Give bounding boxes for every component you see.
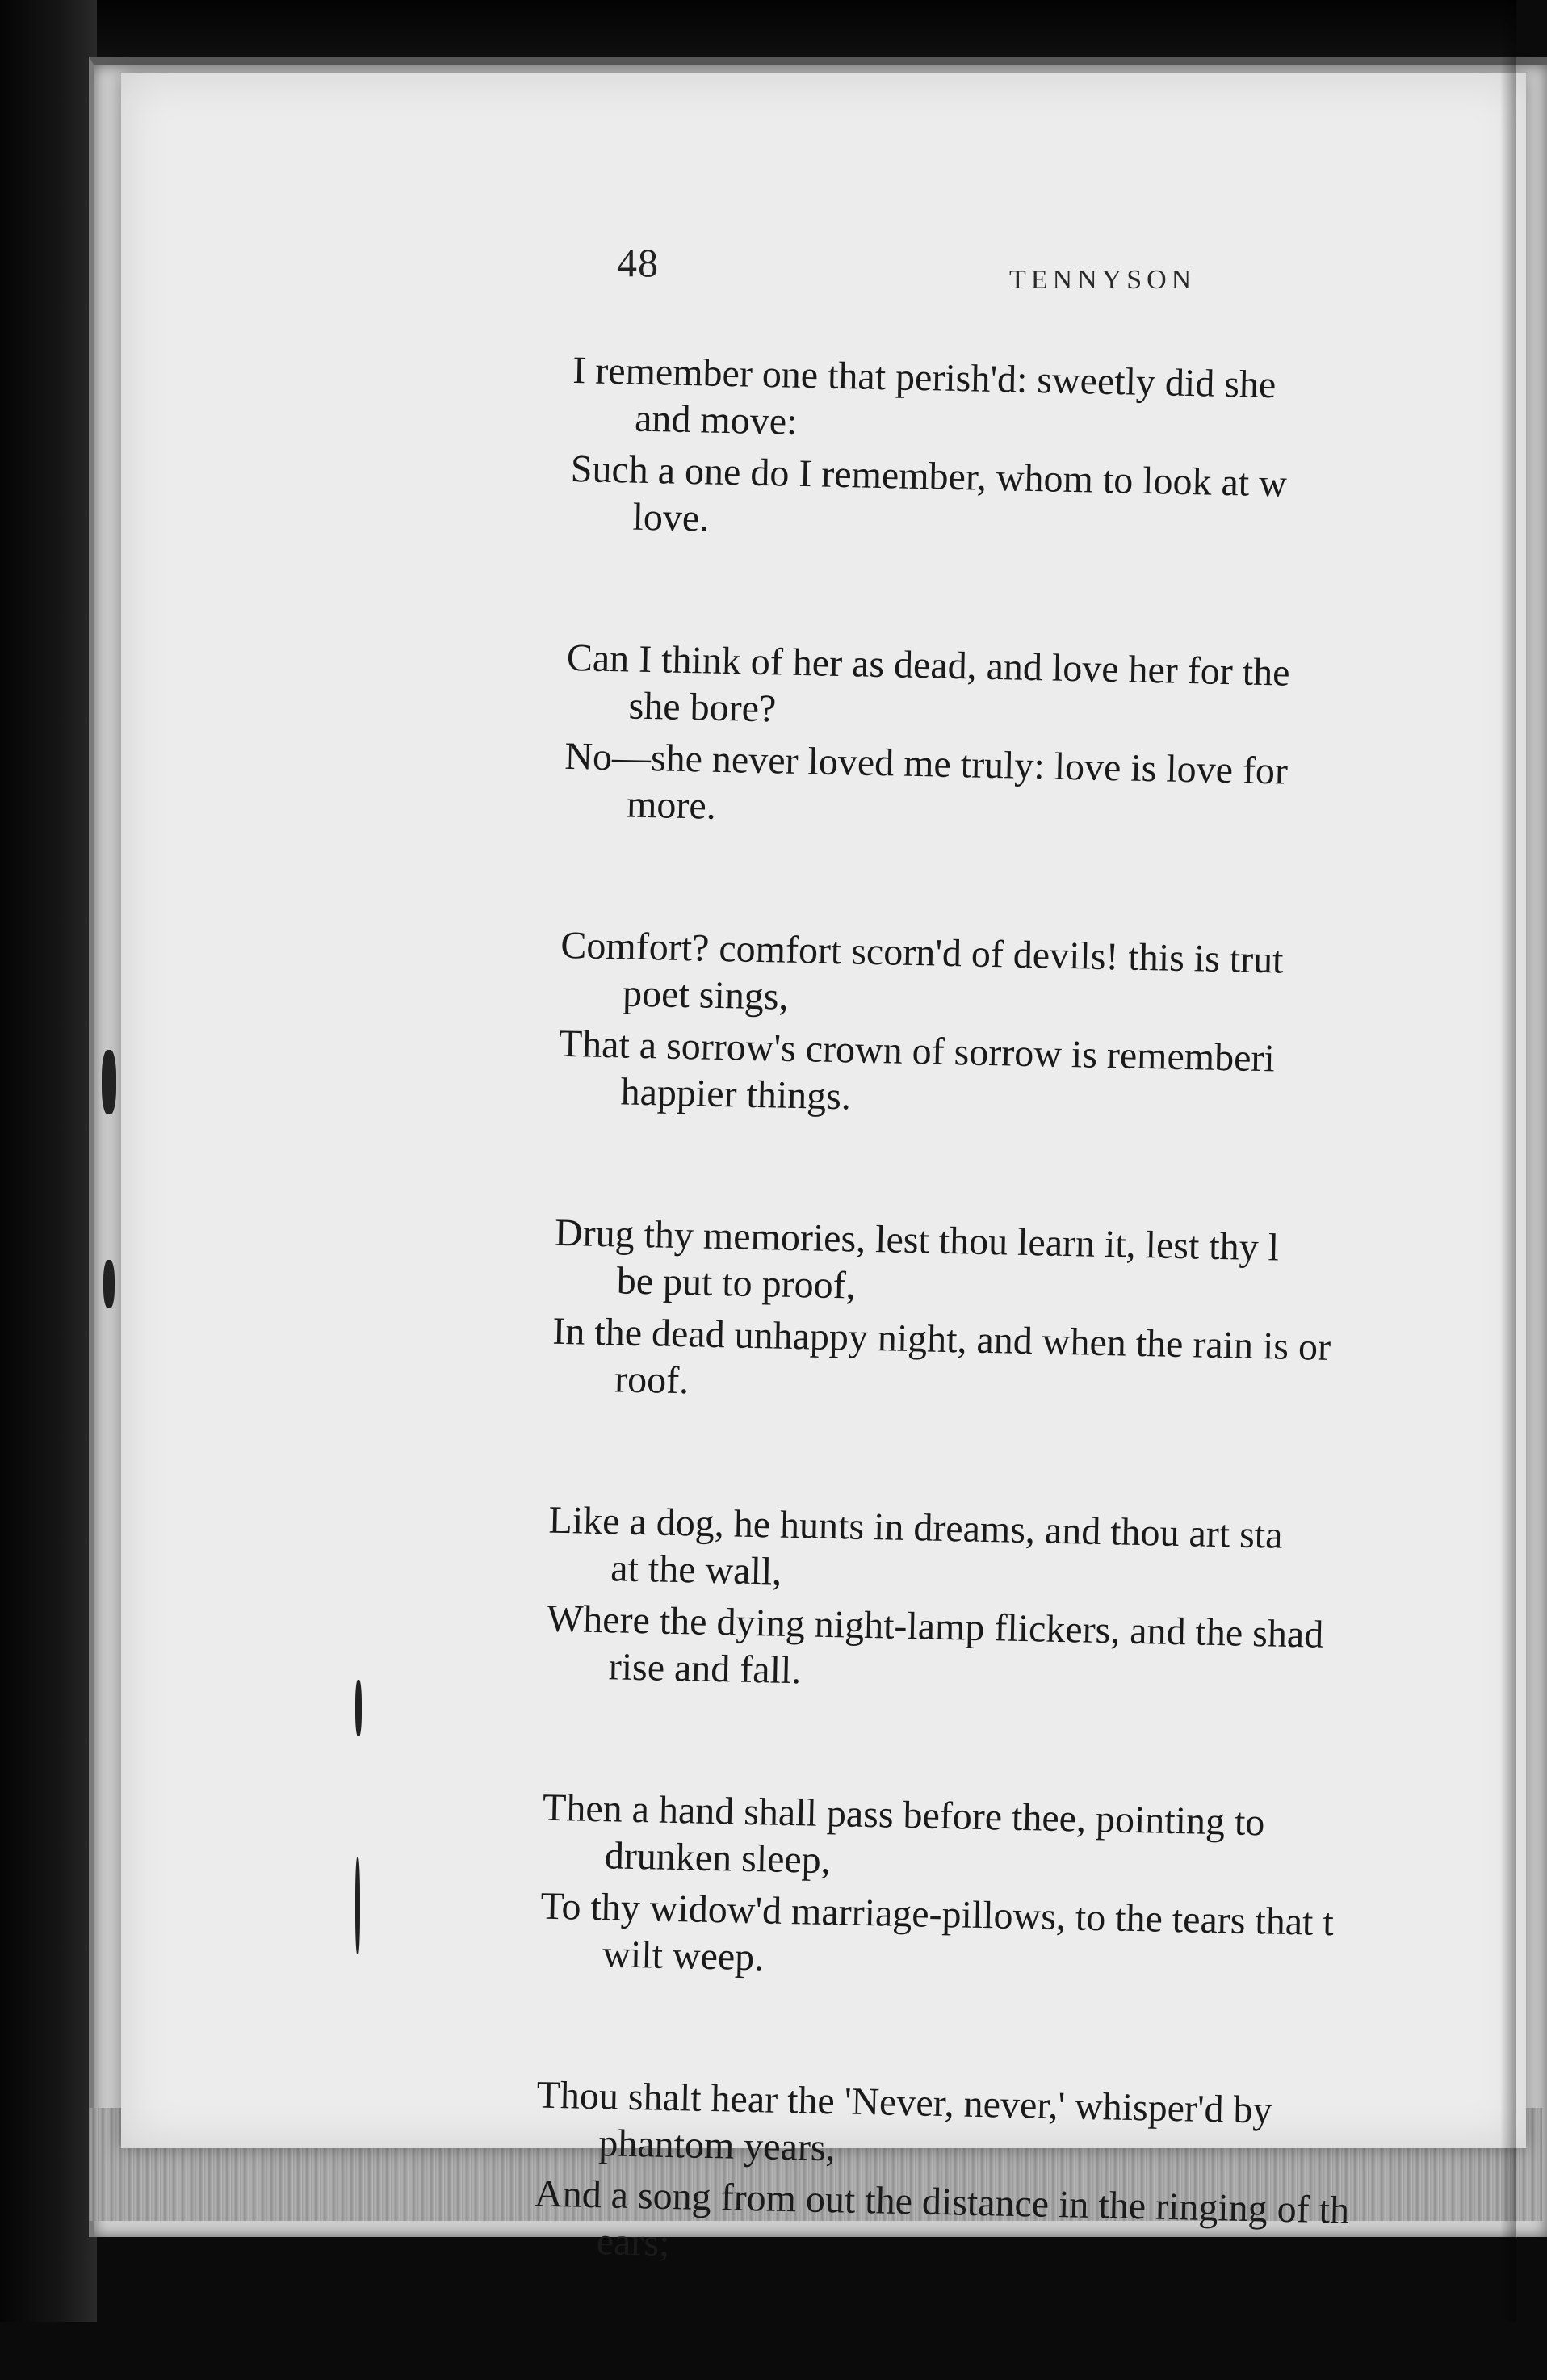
scan-border-top bbox=[0, 0, 1516, 65]
scan-border-left bbox=[0, 0, 97, 2322]
scan-speck bbox=[355, 1857, 360, 1954]
verse-line-continuation: ears; bbox=[596, 2220, 671, 2265]
verse-line-continuation: happier things. bbox=[620, 1070, 852, 1119]
book-page bbox=[121, 73, 1526, 2265]
stanza bbox=[551, 1210, 1524, 1422]
stanza bbox=[557, 922, 1530, 1135]
verse-line-text: Can I think of her as dead, and love her for the bbox=[566, 636, 1290, 695]
verse-line-continuation: drunken sleep, bbox=[604, 1834, 832, 1883]
scan-speck bbox=[103, 1260, 115, 1308]
verse-line-continuation: rise and fall. bbox=[608, 1645, 802, 1693]
verse-line-continuation: and move: bbox=[634, 397, 798, 443]
stanza bbox=[545, 1497, 1518, 1710]
stanza bbox=[533, 2072, 1506, 2285]
scan-speck bbox=[355, 1680, 362, 1736]
verse-line-text: Then a hand shall pass before thee, pointing to bbox=[542, 1786, 1265, 1845]
verse-line-continuation: more. bbox=[626, 783, 717, 828]
verse-line bbox=[539, 1883, 1510, 1997]
verse-line bbox=[572, 347, 1542, 461]
verse-line bbox=[569, 446, 1540, 560]
verse-line-continuation: she bore? bbox=[628, 684, 777, 731]
verse-line bbox=[541, 1785, 1511, 1899]
stanza bbox=[569, 347, 1542, 560]
scan-border-right bbox=[1500, 0, 1516, 2322]
verse-line-continuation: roof. bbox=[614, 1358, 690, 1403]
scan-speck bbox=[102, 1050, 116, 1114]
verse-line bbox=[533, 2171, 1503, 2285]
verse-line bbox=[545, 1596, 1516, 1710]
verse-line-text: Drug thy memories, lest thou learn it, lest thy l bbox=[554, 1211, 1280, 1270]
verse-line bbox=[564, 733, 1534, 847]
verse-line bbox=[553, 1210, 1524, 1324]
verse-line-text: I remember one that perish'd: sweetly did she bbox=[572, 348, 1277, 407]
page-number: 48 bbox=[617, 240, 659, 285]
verse-line-text: Like a dog, he hunts in dreams, and thou art sta bbox=[548, 1498, 1284, 1557]
verse-line-text: Comfort? comfort scorn'd of devils! this is trut bbox=[560, 923, 1285, 982]
poem-body bbox=[531, 347, 1542, 2380]
stanza bbox=[564, 635, 1537, 847]
verse-line-text: Such a one do I remember, whom to look at w bbox=[570, 447, 1288, 506]
stanza bbox=[539, 1785, 1512, 1997]
verse-line-text: Where the dying night-lamp flickers, and the shad bbox=[546, 1597, 1324, 1656]
verse-line-text: To thy widow'd marriage-pillows, to the tears that t bbox=[540, 1884, 1335, 1945]
verse-line-text: That a sorrow's crown of sorrow is rememberi bbox=[558, 1022, 1276, 1081]
verse-line bbox=[560, 922, 1530, 1036]
verse-line-text: Thou shalt hear the 'Never, never,' whisper'd by bbox=[536, 2073, 1273, 2132]
running-head: TENNYSON bbox=[1009, 265, 1197, 295]
verse-line bbox=[551, 1308, 1522, 1422]
verse-line-text: And a song from out the distance in the ringing of th bbox=[534, 2172, 1350, 2232]
verse-line bbox=[557, 1021, 1528, 1135]
verse-line bbox=[535, 2072, 1506, 2186]
verse-line bbox=[547, 1497, 1518, 1611]
verse-line-text: In the dead unhappy night, and when the rain is or bbox=[551, 1309, 1331, 1369]
verse-line-continuation: wilt weep. bbox=[602, 1933, 765, 1979]
verse-line-continuation: phantom years, bbox=[597, 2122, 836, 2170]
verse-line-continuation: poet sings, bbox=[622, 972, 790, 1018]
verse-line-text: No—she never loved me truly: love is love for bbox=[564, 734, 1289, 793]
verse-line-continuation: be put to proof, bbox=[616, 1259, 857, 1308]
verse-line-continuation: at the wall, bbox=[610, 1547, 782, 1593]
verse-line-continuation: love. bbox=[632, 495, 710, 540]
verse-line bbox=[565, 635, 1536, 749]
